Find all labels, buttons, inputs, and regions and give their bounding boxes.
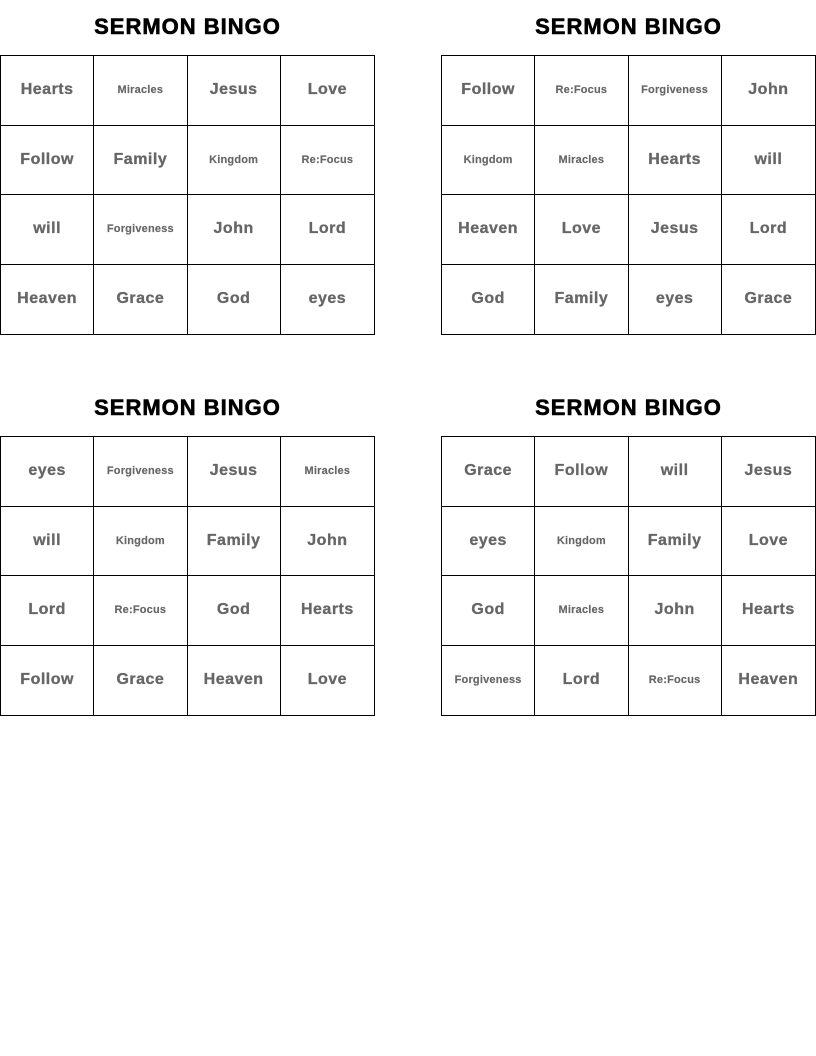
bingo-cell: God xyxy=(188,576,281,646)
bingo-cell: God xyxy=(442,576,535,646)
bingo-cell: John xyxy=(629,576,722,646)
bingo-cell: Love xyxy=(281,56,374,126)
bingo-cell: Re:Focus xyxy=(94,576,187,646)
bingo-cell: Miracles xyxy=(281,437,374,507)
bingo-cell: Lord xyxy=(722,195,815,265)
card-title: SERMON BINGO xyxy=(535,395,722,420)
bingo-cell: Hearts xyxy=(281,576,374,646)
bingo-cell: Grace xyxy=(94,646,187,716)
bingo-cell: Jesus xyxy=(188,437,281,507)
bingo-cell: will xyxy=(1,195,94,265)
bingo-cell: eyes xyxy=(629,265,722,335)
bingo-cell: Hearts xyxy=(722,576,815,646)
bingo-cell: God xyxy=(188,265,281,335)
bingo-cell: Hearts xyxy=(1,56,94,126)
bingo-cell: Forgiveness xyxy=(94,195,187,265)
bingo-cell: Forgiveness xyxy=(629,56,722,126)
bingo-cell: God xyxy=(442,265,535,335)
bingo-cell: Jesus xyxy=(188,56,281,126)
bingo-grid xyxy=(441,55,816,335)
bingo-cell: eyes xyxy=(1,437,94,507)
card-title: SERMON BINGO xyxy=(94,395,281,420)
bingo-cell: Follow xyxy=(535,437,628,507)
bingo-cell: Re:Focus xyxy=(281,126,374,196)
bingo-cell: Forgiveness xyxy=(94,437,187,507)
bingo-cell: Grace xyxy=(744,290,793,308)
bingo-cell: Lord xyxy=(1,576,94,646)
bingo-cell: Miracles xyxy=(535,126,628,196)
bingo-grid xyxy=(0,436,375,716)
bingo-cell: Heaven xyxy=(188,646,281,716)
bingo-cell: will xyxy=(1,507,94,577)
bingo-cell: Family xyxy=(535,265,628,335)
bingo-cell: Kingdom xyxy=(442,126,535,196)
bingo-cell: Heaven xyxy=(1,265,94,335)
bingo-cell: John xyxy=(188,195,281,265)
bingo-cell: Miracles xyxy=(535,576,628,646)
bingo-grid xyxy=(0,55,375,335)
bingo-cell: Family xyxy=(629,507,722,577)
bingo-grid xyxy=(441,436,816,716)
bingo-cell: Love xyxy=(722,507,815,577)
bingo-cell: Follow xyxy=(1,126,94,196)
card-title: SERMON BINGO xyxy=(94,14,281,39)
bingo-cell: Hearts xyxy=(629,126,722,196)
bingo-cell: Follow xyxy=(1,646,94,716)
bingo-cell: Re:Focus xyxy=(629,646,722,716)
bingo-cell: John xyxy=(281,507,374,577)
bingo-cell: Miracles xyxy=(94,56,187,126)
bingo-cell: Heaven xyxy=(442,195,535,265)
bingo-cell: Grace xyxy=(442,437,535,507)
bingo-cell: Love xyxy=(535,195,628,265)
bingo-cell: Love xyxy=(307,671,348,689)
bingo-cell: Family xyxy=(188,507,281,577)
bingo-cell: eyes xyxy=(308,290,347,308)
bingo-cell: Jesus xyxy=(629,195,722,265)
bingo-cell: will xyxy=(629,437,722,507)
bingo-cell: Family xyxy=(94,126,187,196)
bingo-cell: Jesus xyxy=(722,437,815,507)
bingo-cell: will xyxy=(722,126,815,196)
bingo-cell: John xyxy=(722,56,815,126)
bingo-cell: Kingdom xyxy=(94,507,187,577)
bingo-cell: Forgiveness xyxy=(442,646,535,716)
bingo-cell: Re:Focus xyxy=(535,56,628,126)
bingo-cell: Lord xyxy=(535,646,628,716)
card-title: SERMON BINGO xyxy=(535,14,722,39)
bingo-cell: Lord xyxy=(281,195,374,265)
bingo-cell: Kingdom xyxy=(188,126,281,196)
bingo-cell: Follow xyxy=(442,56,535,126)
bingo-cell: eyes xyxy=(442,507,535,577)
bingo-cell: Kingdom xyxy=(535,507,628,577)
bingo-cell: Heaven xyxy=(738,671,799,689)
bingo-cell: Grace xyxy=(94,265,187,335)
